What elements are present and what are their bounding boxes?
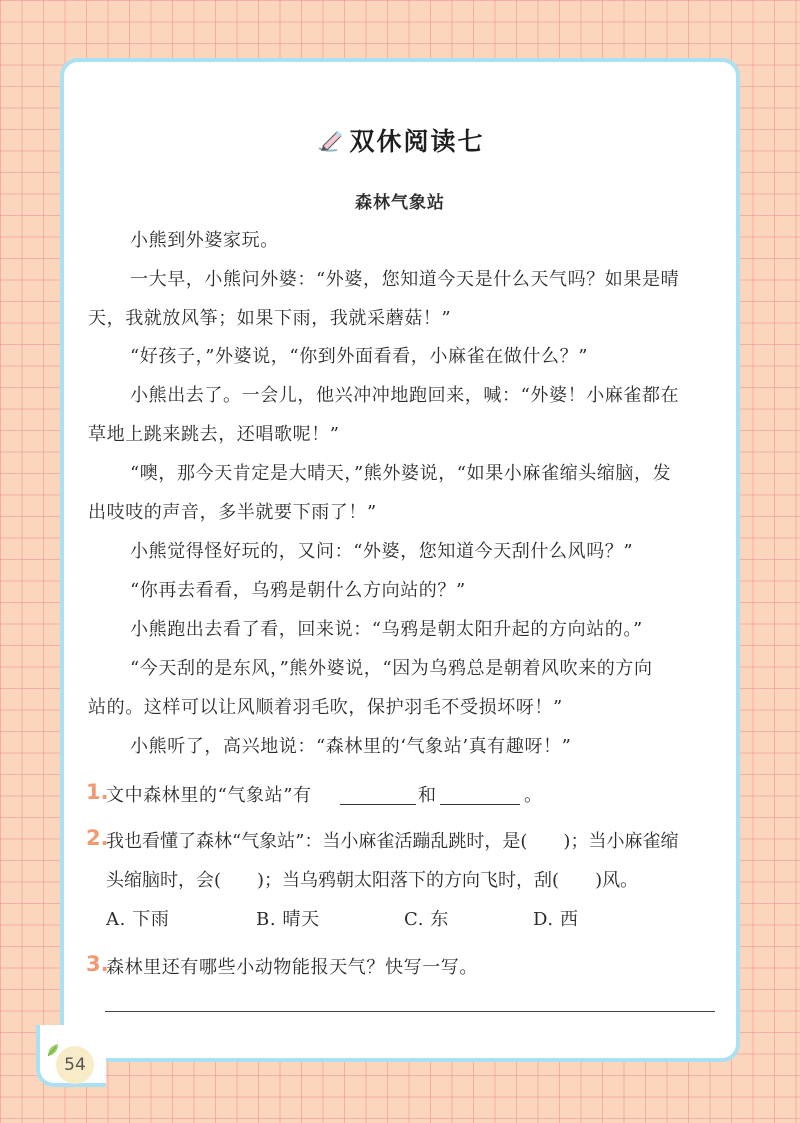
passage-line: 一大早，小熊问外婆：“外婆，您知道今天是什么天气吗？如果是晴: [130, 269, 680, 290]
option-a: A. 下雨: [106, 909, 170, 930]
question-text: 。: [524, 785, 543, 806]
option-b: B. 晴天: [256, 909, 320, 930]
passage-line: 站的。这样可以让风顺着羽毛吹，保护羽毛不受损坏呀！”: [88, 697, 563, 718]
passage-line: 小熊觉得怪好玩的，又问：“外婆，您知道今天刮什么风吗？”: [130, 541, 634, 562]
passage-line: “你再去看看，乌鸦是朝什么方向站的？”: [130, 580, 466, 601]
option-d: D. 西: [533, 909, 579, 930]
passage-line: “噢，那今天肯定是大晴天，”熊外婆说，“如果小麻雀缩头缩脑，发: [130, 463, 672, 484]
passage-line: 小熊听了，高兴地说：“森林里的‘气象站’真有趣呀！”: [130, 736, 572, 757]
question-number: 3.: [86, 952, 109, 976]
passage-line: 天，我就放风筝；如果下雨，我就采蘑菇！”: [88, 308, 452, 329]
pencil-icon: [315, 128, 345, 154]
question-text: 头缩脑时，会( )；当乌鸦朝太阳落下的方向飞时，刮( )风。: [106, 870, 639, 891]
page-title: [0, 122, 800, 158]
passage-line: 出吱吱的声音，多半就要下雨了！”: [88, 502, 377, 523]
question-number: 2.: [86, 826, 109, 850]
passage-line: “今天刮的是东风，”熊外婆说，“因为乌鸦总是朝着风吹来的方向: [130, 658, 653, 679]
passage-line: 小熊出去了。一会儿，他兴冲冲地跑回来，喊：“外婆！小麻雀都在: [130, 385, 680, 406]
question-number: 1.: [86, 780, 109, 804]
page-number: 54: [56, 1046, 94, 1084]
passage-line: 小熊到外婆家玩。: [130, 230, 279, 251]
question-text: 和: [418, 785, 437, 806]
title-text: 双休阅读七: [349, 127, 485, 156]
passage-line: 小熊跑出去看了看，回来说：“乌鸦是朝太阳升起的方向站的。”: [130, 619, 643, 640]
passage-line: “好孩子，”外婆说，“你到外面看看，小麻雀在做什么？”: [130, 346, 589, 367]
answer-blank[interactable]: [340, 804, 416, 805]
passage-title: 森林气象站: [355, 193, 445, 213]
question-text: 文中森林里的“气象站”有: [106, 785, 312, 806]
question-text: 森林里还有哪些小动物能报天气？快写一写。: [106, 957, 478, 978]
answer-blank[interactable]: [440, 804, 520, 805]
question-text: 我也看懂了森林“气象站”：当小麻雀活蹦乱跳时，是( )；当小麻雀缩: [106, 831, 679, 852]
passage-line: 草地上跳来跳去，还唱歌呢！”: [88, 424, 340, 445]
answer-line[interactable]: [105, 1011, 715, 1012]
option-c: C. 东: [404, 909, 449, 930]
